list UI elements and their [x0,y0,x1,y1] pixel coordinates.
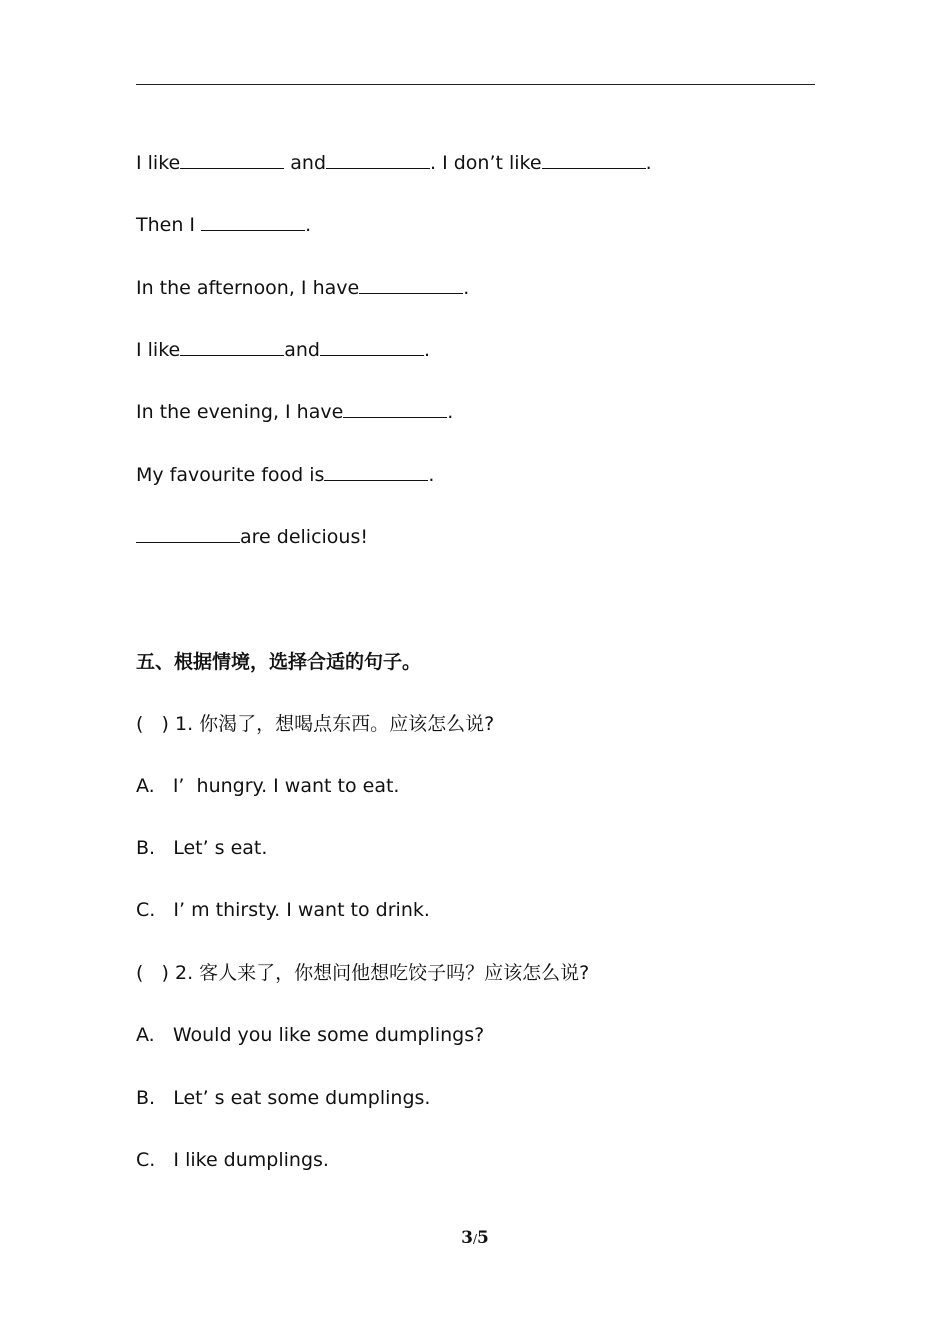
answer-blank[interactable] [180,337,284,356]
current-page: 3 [461,1228,473,1248]
question-2-option-a: A. Would you like some dumplings? [136,1024,485,1046]
writing-line-7: are delicious! [136,524,368,549]
header-rule [136,84,815,85]
answer-blank[interactable] [201,212,305,231]
answer-blank[interactable] [359,275,463,294]
answer-blank[interactable] [320,337,424,356]
answer-blank[interactable] [542,150,646,169]
section-5-heading: 五、根据情境，选择合适的句子。 [136,651,422,673]
question-1-option-c: C. I’ m thirsty. I want to drink. [136,899,430,921]
page-number [0,1228,950,1248]
writing-line-2: Then I . [136,214,312,236]
answer-blank[interactable] [180,150,284,169]
answer-blank[interactable] [324,462,428,481]
total-pages: 5 [477,1228,489,1248]
answer-blank[interactable] [326,150,430,169]
question-2-option-b: B. Let’ s eat some dumplings. [136,1087,431,1109]
writing-line-3: In the afternoon, I have . [136,277,470,299]
page-separator: / [472,1232,478,1246]
writing-line-5: In the evening, I have . [136,401,454,423]
writing-line-1: I like and . I don’t like . [136,152,652,174]
answer-blank[interactable] [136,524,240,543]
answer-blank[interactable] [343,399,447,418]
question-1-option-b: B. Let’ s eat. [136,837,268,859]
question-2-prompt: ( ) 2. 客人来了，你想问他想吃饺子吗？应该怎么说? [136,962,590,984]
writing-line-4: I like and . [136,339,431,361]
writing-line-6: My favourite food is . [136,464,435,486]
question-1-prompt: ( ) 1. 你渴了，想喝点东西。应该怎么说? [136,713,495,735]
question-2-option-c: C. I like dumplings. [136,1149,329,1171]
question-1-option-a: A. I’ hungry. I want to eat. [136,775,400,797]
